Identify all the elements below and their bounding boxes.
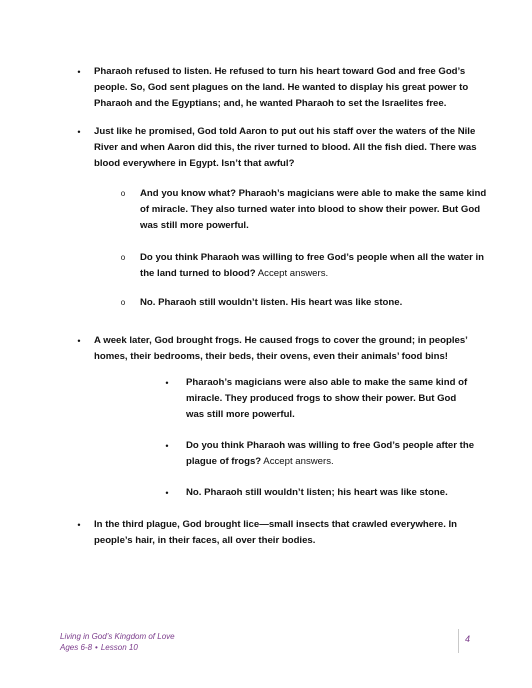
bullet-item	[76, 124, 486, 172]
bullet-text: No. Pharaoh still wouldn’t listen. His heart was like stone.	[140, 297, 403, 308]
bullet-text: In the third plague, God brought lice—small insects that crawled everywhere. In people’s hair, in their faces, all over their bodies.	[94, 519, 458, 546]
bullet-icon: •	[165, 441, 169, 451]
sub-bullet-item	[165, 485, 476, 501]
footer-subtitle	[60, 642, 175, 653]
footer-lesson: Lesson 10	[100, 643, 138, 652]
sub-bullet-item	[122, 186, 490, 234]
open-bullet-icon: o	[120, 253, 126, 262]
footer-ages: Ages 6-8	[60, 643, 93, 652]
bullet-item	[76, 333, 486, 365]
sub-bullet-item	[122, 250, 490, 282]
open-bullet-icon: o	[120, 298, 126, 307]
teacher-note: Accept answers.	[255, 268, 329, 279]
bullet-icon: •	[165, 378, 169, 388]
bullet-text: Just like he promised, God told Aaron to put out his staff over the waters of the Nile River and when Aaron did this, the river turned to blood. All the fish died. There was blood everywhere in Egypt. Isn’t that awful?	[94, 126, 477, 169]
sub-bullet-item	[122, 295, 490, 311]
bullet-item	[76, 64, 486, 112]
bullet-text: Do you think Pharaoh was willing to free God’s people when all the water in the land turned to blood?	[140, 252, 485, 279]
bullet-icon: •	[77, 127, 81, 137]
footer-title: Living in God’s Kingdom of Love	[60, 632, 175, 641]
page-number: 4	[465, 634, 471, 644]
sub-bullet-item	[165, 438, 476, 470]
teacher-note: Accept answers.	[261, 456, 334, 467]
bullet-icon: •	[165, 488, 169, 498]
bullet-text: No. Pharaoh still wouldn’t listen; his heart was like stone.	[186, 487, 448, 498]
bullet-text: And you know what? Pharaoh’s magicians were able to make the same kind of miracle. They also turned water into blood to show their power. But God was still more powerful.	[140, 188, 487, 231]
bullet-icon: •	[77, 520, 81, 530]
open-bullet-icon: o	[120, 189, 126, 198]
bullet-text: Pharaoh refused to listen. He refused to turn his heart toward God and free God’s people. So, God sent plagues on the land. He wanted to display his great power to Pharaoh and the Egyptians; and, he wanted Pharaoh to set the Israelites free.	[94, 66, 469, 109]
bullet-text: Pharaoh’s magicians were also able to make the same kind of miracle. They produced frogs to show their power. But God was still more powerful.	[186, 377, 468, 420]
page-number-divider	[458, 629, 459, 653]
bullet-icon: •	[77, 67, 81, 77]
bullet-item	[76, 517, 486, 549]
footer	[60, 631, 175, 653]
bullet-text: Do you think Pharaoh was willing to free God’s people after the plague of frogs?	[186, 440, 475, 467]
bullet-text: A week later, God brought frogs. He caused frogs to cover the ground; in peoples’ homes, their bedrooms, their beds, their ovens, even their animals’ food bins!	[94, 335, 468, 362]
footer-separator: •	[95, 643, 98, 652]
sub-bullet-item	[165, 375, 476, 423]
bullet-icon: •	[77, 336, 81, 346]
